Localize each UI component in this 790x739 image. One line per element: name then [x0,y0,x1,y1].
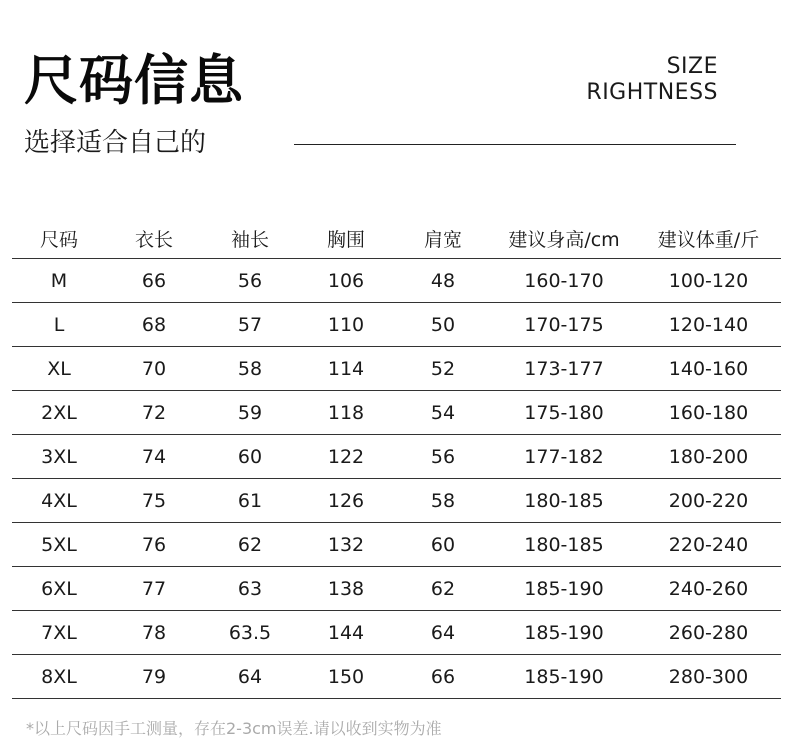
cell-weight: 200-220 [636,479,781,523]
table-row [12,347,781,391]
english-heading-line-1: SIZE [666,54,718,79]
cell-height: 185-190 [492,655,636,699]
cell-height: 180-185 [492,479,636,523]
cell-shoulder: 62 [394,567,492,611]
cell-weight: 160-180 [636,391,781,435]
cell-height: 170-175 [492,303,636,347]
header-divider [294,144,736,145]
cell-weight: 120-140 [636,303,781,347]
cell-length: 74 [106,435,202,479]
cell-chest: 118 [298,391,394,435]
cell-chest: 132 [298,523,394,567]
table-row [12,655,781,699]
cell-size: 5XL [12,523,106,567]
table-row [12,391,781,435]
cell-height: 180-185 [492,523,636,567]
cell-length: 79 [106,655,202,699]
english-heading-line-2: RIGHTNESS [586,80,718,105]
cell-weight: 180-200 [636,435,781,479]
cell-shoulder: 48 [394,259,492,303]
cell-height: 185-190 [492,567,636,611]
table-row [12,479,781,523]
cell-size: L [12,303,106,347]
page-title: 尺码信息 [24,49,244,112]
cell-chest: 110 [298,303,394,347]
cell-weight: 240-260 [636,567,781,611]
cell-sleeve: 64 [202,655,298,699]
table-row [12,303,781,347]
cell-shoulder: 52 [394,347,492,391]
cell-sleeve: 62 [202,523,298,567]
cell-size: XL [12,347,106,391]
cell-chest: 106 [298,259,394,303]
header-cell-size: 尺码 [12,218,106,259]
cell-sleeve: 63 [202,567,298,611]
cell-length: 70 [106,347,202,391]
cell-size: 6XL [12,567,106,611]
table-row [12,523,781,567]
cell-chest: 126 [298,479,394,523]
cell-height: 160-170 [492,259,636,303]
cell-height: 185-190 [492,611,636,655]
cell-size: M [12,259,106,303]
cell-chest: 144 [298,611,394,655]
cell-shoulder: 50 [394,303,492,347]
cell-size: 2XL [12,391,106,435]
cell-weight: 280-300 [636,655,781,699]
cell-shoulder: 56 [394,435,492,479]
cell-chest: 138 [298,567,394,611]
header-cell-weight: 建议体重/斤 [636,218,781,259]
cell-size: 7XL [12,611,106,655]
measurement-note: *以上尺码因手工测量，存在2-3cm误差.请以收到实物为准 [26,719,442,738]
cell-height: 177-182 [492,435,636,479]
cell-sleeve: 60 [202,435,298,479]
table-header-row [12,218,781,259]
cell-size: 3XL [12,435,106,479]
header-cell-sleeve: 袖长 [202,218,298,259]
cell-size: 4XL [12,479,106,523]
cell-sleeve: 56 [202,259,298,303]
cell-sleeve: 59 [202,391,298,435]
cell-chest: 150 [298,655,394,699]
cell-height: 175-180 [492,391,636,435]
cell-shoulder: 54 [394,391,492,435]
table-row [12,567,781,611]
table-body [12,259,781,699]
cell-shoulder: 64 [394,611,492,655]
table-row [12,259,781,303]
table-row [12,611,781,655]
size-chart-table [12,218,781,699]
cell-length: 77 [106,567,202,611]
header-cell-shoulder: 肩宽 [394,218,492,259]
header-cell-chest: 胸围 [298,218,394,259]
header-cell-height: 建议身高/cm [492,218,636,259]
cell-sleeve: 61 [202,479,298,523]
english-heading [586,54,718,106]
cell-weight: 140-160 [636,347,781,391]
cell-sleeve: 63.5 [202,611,298,655]
cell-shoulder: 58 [394,479,492,523]
cell-chest: 122 [298,435,394,479]
cell-sleeve: 58 [202,347,298,391]
cell-length: 66 [106,259,202,303]
table-row [12,435,781,479]
cell-weight: 260-280 [636,611,781,655]
cell-length: 78 [106,611,202,655]
cell-weight: 220-240 [636,523,781,567]
cell-chest: 114 [298,347,394,391]
cell-sleeve: 57 [202,303,298,347]
page-subtitle: 选择适合自己的 [24,128,207,158]
cell-shoulder: 66 [394,655,492,699]
cell-length: 68 [106,303,202,347]
cell-shoulder: 60 [394,523,492,567]
cell-length: 72 [106,391,202,435]
header-cell-length: 衣长 [106,218,202,259]
cell-length: 75 [106,479,202,523]
cell-weight: 100-120 [636,259,781,303]
cell-height: 173-177 [492,347,636,391]
cell-length: 76 [106,523,202,567]
cell-size: 8XL [12,655,106,699]
